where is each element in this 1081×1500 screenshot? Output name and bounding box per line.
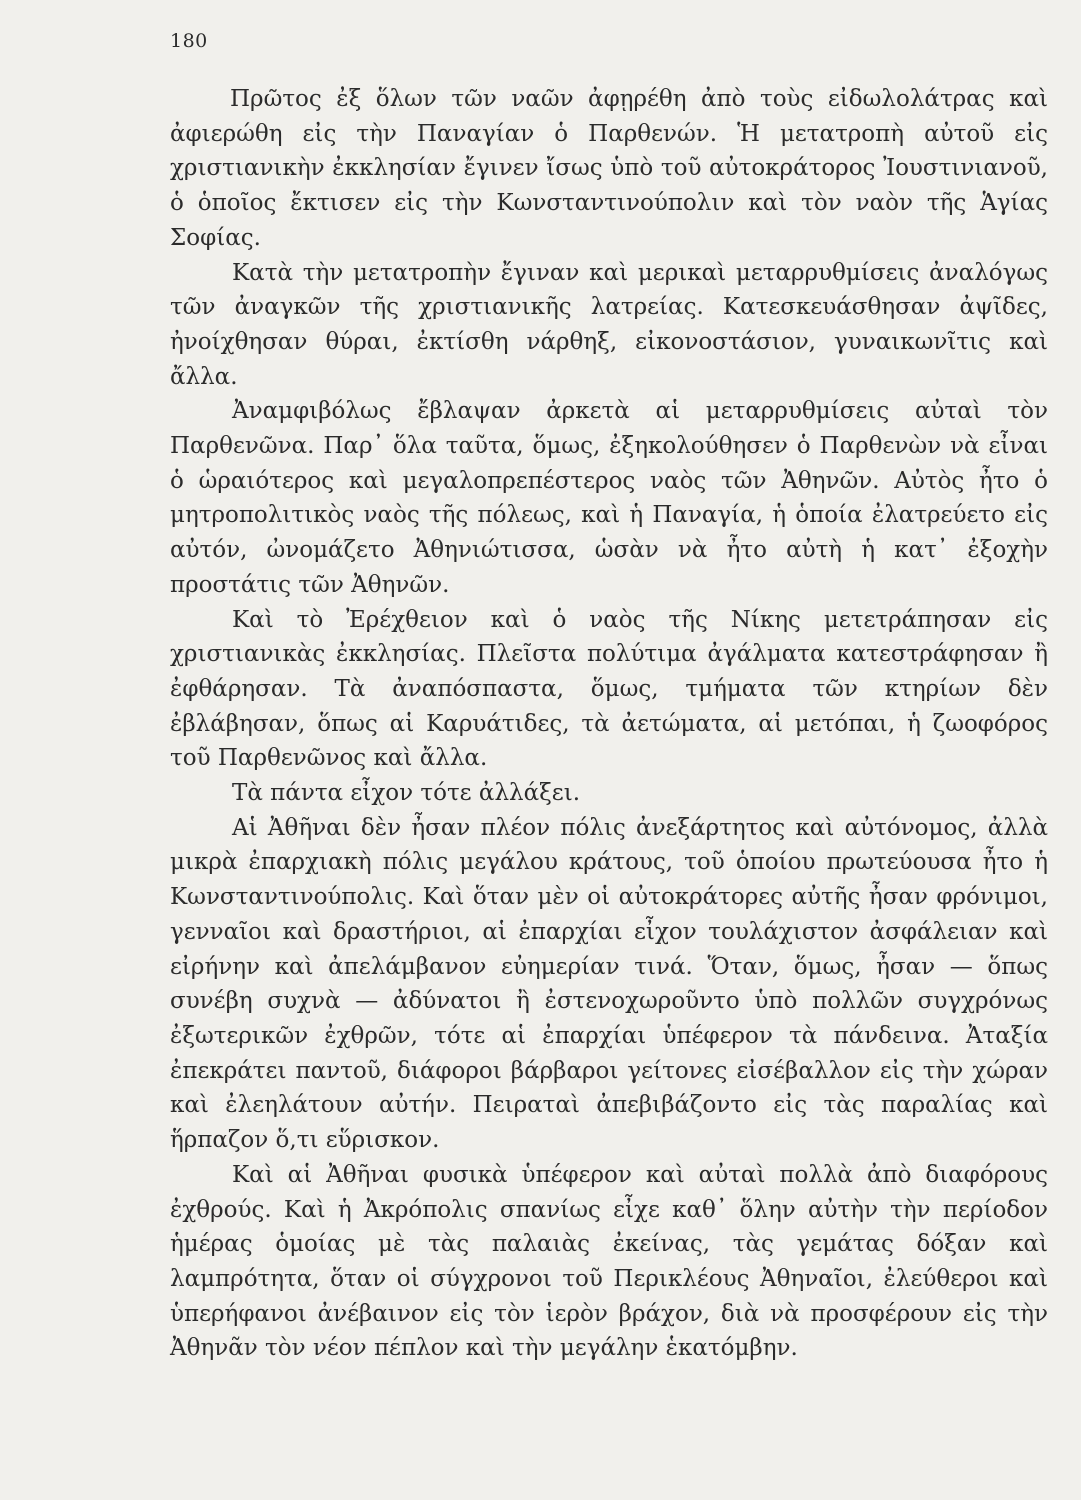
paragraph-athiniotissa: Ἀναμφιβόλως ἔβλαψαν ἀρκετὰ αἱ μεταρρυθμίσεις αὐταὶ τὸν Παρθενῶνα. Παρ᾽ ὅλα ταῦτα, ὅμως, ἐξηκολούθησεν ὁ Παρθενὼν νὰ εἶναι ὁ ὡραιότερος καὶ μεγαλοπρεπέστερος ναὸς τῶν Ἀθηνῶν. Αὐτὸς ἦτο ὁ μητροπολιτικὸς ναὸς τῆς πόλεως, καὶ ἡ Παναγία, ἡ ὁποία ἐλατρεύετο εἰς αὐτόν, ὠνομάζετο Ἀθηνιώτισσα, ὡσὰν νὰ ἦτο αὐτὴ ἡ κατ᾽ ἐξοχὴν προστάτις τῶν Ἀθηνῶν. bbox=[170, 398, 1048, 598]
paragraph-parthenon-conversion: Πρῶτος ἐξ ὅλων τῶν ναῶν ἀφῃρέθη ἀπὸ τοὺς εἰδωλολάτρας καὶ ἀφιερώθη εἰς τὴν Παναγίαν ὁ Παρθενών. Ἡ μετατροπὴ αὐτοῦ εἰς χριστιανικὴν ἐκκλησίαν ἔγινεν ἴσως ὑπὸ τοῦ αὐτοκράτορος Ἰουστινιανοῦ, ὁ ὁποῖος ἔκτισεν εἰς τὴν Κωνσταντινούπολιν καὶ τὸν ναὸν τῆς Ἁγίας Σοφίας. bbox=[170, 86, 1048, 251]
body-text bbox=[170, 82, 1048, 1366]
paragraph-modifications: Κατὰ τὴν μετατροπὴν ἔγιναν καὶ μερικαὶ μεταρρυθμίσεις ἀναλόγως τῶν ἀναγκῶν τῆς χριστιανικῆς λατρείας. Κατεσκευάσθησαν ἀψῖδες, ἠνοίχθησαν θύραι, ἐκτίσθη νάρθηξ, εἰκονοστάσιον, γυναικωνῖτις καὶ ἄλλα. bbox=[170, 259, 1048, 390]
paragraph-provincial-athens: Αἱ Ἀθῆναι δὲν ἦσαν πλέον πόλις ἀνεξάρτητος καὶ αὐτόνομος, ἀλλὰ μικρὰ ἐπαρχιακὴ πόλις μεγάλου κράτους, τοῦ ὁποίου πρωτεύουσα ἦτο ἡ Κωνσταντινούπολις. Καὶ ὅταν μὲν οἱ αὐτοκράτορες αὐτῆς ἦσαν φρόνιμοι, γενναῖοι καὶ δραστήριοι, αἱ ἐπαρχίαι εἶχον τουλάχιστον ἀσφάλειαν καὶ εἰρήνην καὶ ἀπελάμβανον εὐημερίαν τινά. Ὅταν, ὅμως, ἦσαν — ὅπως συνέβη συχνὰ — ἀδύνατοι ἢ ἐστενοχωροῦντο ὑπὸ πολλῶν συγχρόνως ἐξωτερικῶν ἐχθρῶν, τότε αἱ ἐπαρχίαι ὑπέφερον τὰ πάνδεινα. Ἀταξία ἐπεκράτει παντοῦ, διάφοροι βάρβαροι γείτονες εἰσέβαλλον εἰς τὴν χώραν καὶ ἐλεηλάτουν αὐτήν. Πειραταὶ ἀπεβιβάζοντο εἰς τὰς παραλίας καὶ ἥρπαζον ὅ,τι εὕρισκον. bbox=[170, 814, 1048, 1154]
paragraph-erechtheion: Καὶ τὸ Ἐρέχθειον καὶ ὁ ναὸς τῆς Νίκης μετετράπησαν εἰς χριστιανικὰς ἐκκλησίας. Πλεῖστα πολύτιμα ἀγάλματα κατεστράφησαν ἢ ἐφθάρησαν. Τὰ ἀναπόσπαστα, ὅμως, τμήματα τῶν κτηρίων δὲν ἐβλάβησαν, ὅπως αἱ Καρυάτιδες, τὰ ἀετώματα, αἱ μετόπαι, ἡ ζωοφόρος τοῦ Παρθενῶνος καὶ ἄλλα. bbox=[170, 606, 1048, 772]
paragraph-everything-changed: Τὰ πάντα εἶχον τότε ἀλλάξει. bbox=[232, 780, 581, 807]
page-number: 180 bbox=[170, 30, 208, 52]
paragraph-acropolis-enemies: Καὶ αἱ Ἀθῆναι φυσικὰ ὑπέφερον καὶ αὐταὶ πολλὰ ἀπὸ διαφόρους ἐχθρούς. Καὶ ἡ Ἀκρόπολις σπανίως εἶχε καθ᾽ ὅλην αὐτὴν τὴν περίοδον ἡμέρας ὁμοίας μὲ τὰς παλαιὰς ἐκείνας, τὰς γεμάτας δόξαν καὶ λαμπρότητα, ὅταν οἱ σύγχρονοι τοῦ Περικλέους Ἀθηναῖοι, ἐλεύθεροι καὶ ὑπερήφανοι ἀνέβαινον εἰς τὸν ἱερὸν βράχον, διὰ νὰ προσφέρουν εἰς τὴν Ἀθηνᾶν τὸν νέον πέπλον καὶ τὴν μεγάλην ἑκατόμβην. bbox=[170, 1161, 1048, 1362]
